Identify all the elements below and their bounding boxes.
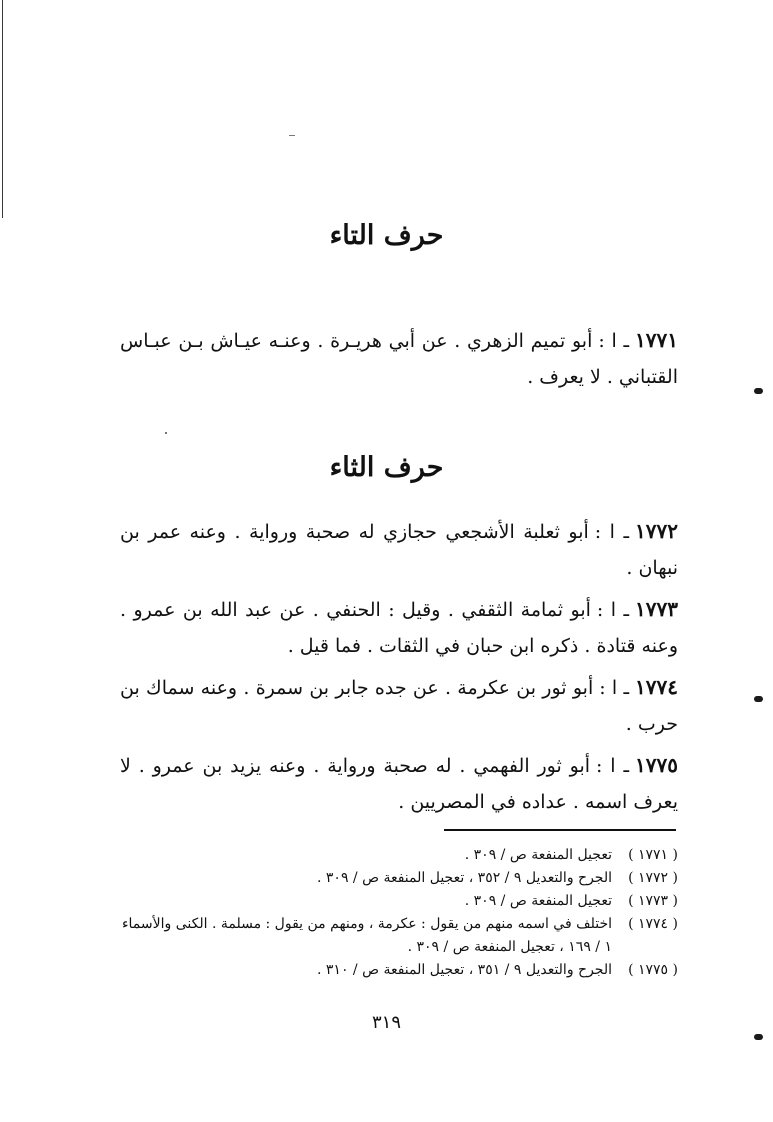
entry-mark: ـ ا : [598,330,630,352]
footnote-text: تعجيل المنفعة ص / ٣٠٩ . [464,893,612,909]
entry-text: أبو ثور بن عكرمة . عن جده جابر بن سمرة . وعنه سماك بن حرب . [120,677,678,735]
entry-mark: ـ ا : [599,677,630,699]
section-heading-ta: حرف التاء [329,220,444,251]
entry-number: ١٧٧٥ [635,753,678,777]
footnote-item [112,844,678,867]
scan-edge-mark [2,0,3,218]
entry-text: أبو ثمامة الثقفي . وقيل : الحنفي . عن عبد الله بن عمرو . وعنه قتادة . ذكره ابن حبان في الثقات . فما قيل . [120,599,678,657]
entry-text: أبو ثعلبة الأشجعي حجازي له صحبة ورواية . وعنه عمر بن نبهان . [120,521,678,579]
footnote-number: ( ١٧٧٣ ) [628,893,678,909]
footnote-text: الجرح والتعديل ٩ / ٣٥٢ ، تعجيل المنفعة ص / ٣٠٩ . [317,870,612,886]
scan-edge-mark [754,696,763,702]
scan-speck [165,432,167,434]
footnote-text: تعجيل المنفعة ص / ٣٠٩ . [464,847,612,863]
entry-number: ١٧٧١ [635,328,679,352]
entry-number: ١٧٧٢ [635,519,678,543]
scan-edge-mark [754,388,763,394]
footnote-item [112,867,678,890]
footnote-item [112,959,678,982]
entry-text: أبو ثور الفهمي . له صحبة ورواية . وعنه يزيد بن عمرو . لا يعرف اسمه . عداده في المصريين . [120,755,678,813]
entry-1771 [120,322,678,395]
footnote-number: ( ١٧٧١ ) [628,847,678,863]
footnote-number: ( ١٧٧٥ ) [628,962,678,978]
section-heading-tha: حرف الثاء [329,452,444,483]
entry-mark: ـ ا : [596,755,630,777]
footnote-item [112,913,678,959]
page-number: ٣١٩ [371,1012,401,1033]
footnotes [112,844,678,982]
entry-text: أبو تميم الزهري . عن أبي هريـرة . وعنـه عيـاش بـن عبـاس القتباني . لا يعرف . [120,330,678,388]
entry-number: ١٧٧٤ [635,675,679,699]
entry-number: ١٧٧٣ [635,597,678,621]
footnote-text: الجرح والتعديل ٩ / ٣٥١ ، تعجيل المنفعة ص / ٣١٠ . [317,962,612,978]
scan-edge-mark [754,1034,763,1040]
footnote-text: اختلف في اسمه منهم من يقول : عكرمة ، ومنهم من يقول : مسلمة . الكنى والأسماء ١ / ١٦٩ ، تعجيل المنفعة ص / ٣٠٩ . [121,916,612,955]
footnote-number: ( ١٧٧٤ ) [628,916,678,932]
entry-1774 [120,669,678,742]
footnote-number: ( ١٧٧٢ ) [628,870,678,886]
entry-1772 [120,513,678,586]
scan-speck [289,135,295,136]
entry-1773 [120,591,678,664]
footnote-item [112,890,678,913]
footnote-separator [444,829,676,831]
entry-mark: ـ ا : [596,599,630,621]
entry-mark: ـ ا : [594,521,630,543]
entry-1775 [120,747,678,820]
